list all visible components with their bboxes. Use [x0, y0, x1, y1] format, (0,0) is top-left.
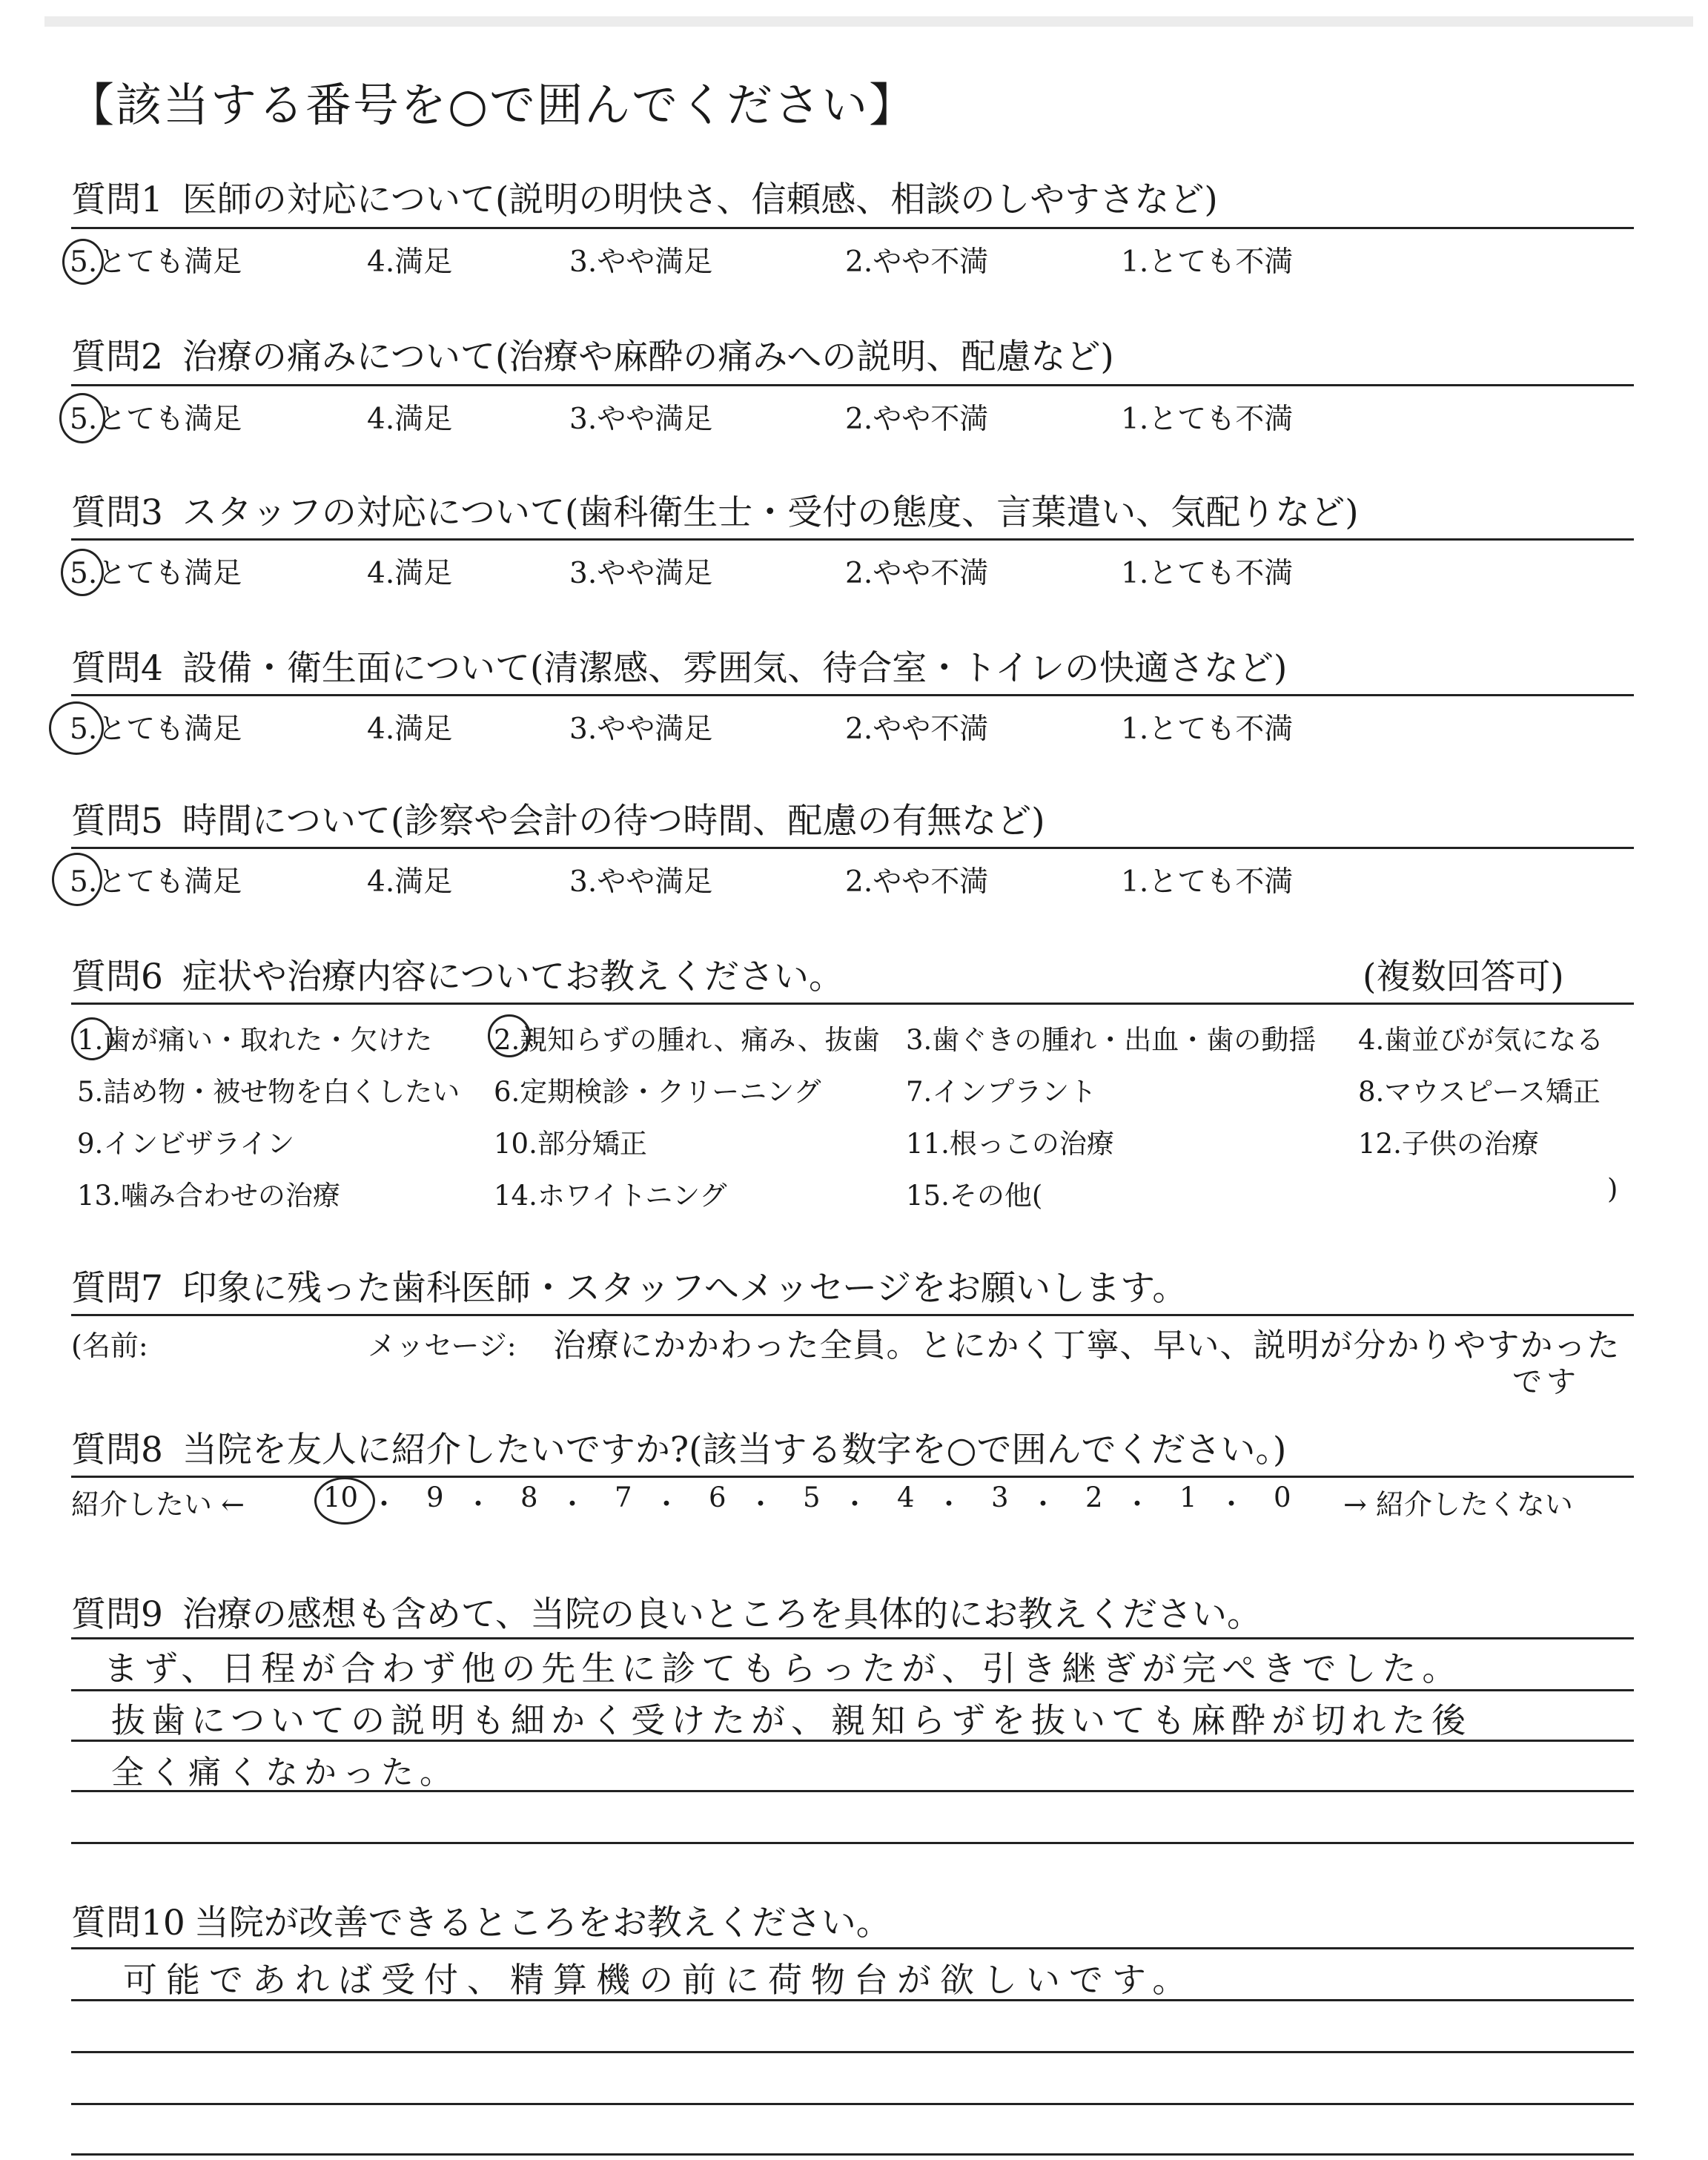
scale-number-6[interactable]: 6	[709, 1482, 726, 1513]
option-5[interactable]: 5.とても満足	[70, 245, 242, 279]
question-number: 質問5	[71, 801, 163, 842]
scale-separator: ・	[935, 1488, 963, 1520]
question-text: 設備・衛生面について(清潔感、雰囲気、待合室・トイレの快適さなど)	[182, 648, 1288, 689]
question-6-heading	[71, 949, 844, 999]
symptom-option[interactable]: 4.歯並びが気になる	[1358, 1024, 1604, 1056]
handwritten-answer-line: 抜歯についての説明も細かく受けたが、親知らずを抜いても麻酔が切れた後	[111, 1700, 1472, 1740]
option-5[interactable]: 5.とても満足	[70, 557, 242, 590]
option-2[interactable]: 2.やや不満	[845, 557, 989, 590]
scale-number-7[interactable]: 7	[615, 1482, 632, 1513]
option-4[interactable]: 4.満足	[367, 557, 453, 590]
scale-separator: ・	[1123, 1488, 1151, 1520]
option-4[interactable]: 4.満足	[367, 713, 453, 746]
scale-number-3[interactable]: 3	[991, 1482, 1009, 1513]
question-number: 質問4	[71, 648, 163, 689]
form-title: 【該当する番号を○で囲んでください】	[68, 78, 917, 132]
symptom-option[interactable]: 14.ホワイトニング	[494, 1180, 727, 1212]
handwritten-answer-line: 可能であれば受付、精算機の前に荷物台が欲しいです。	[123, 1960, 1196, 2000]
question-text: 症状や治療内容についてお教えください。	[182, 957, 844, 997]
divider	[71, 538, 1634, 541]
symptom-option[interactable]: 8.マウスピース矯正	[1358, 1076, 1601, 1108]
scale-number-5[interactable]: 5	[803, 1482, 821, 1513]
scale-separator: ・	[1029, 1488, 1057, 1520]
option-2[interactable]: 2.やや不満	[845, 713, 989, 746]
question-10-heading	[71, 1895, 891, 1945]
scale-separator: ・	[652, 1488, 681, 1520]
scale-number-1[interactable]: 1	[1179, 1482, 1197, 1513]
option-3[interactable]: 3.やや満足	[569, 865, 713, 899]
divider	[71, 1476, 1634, 1478]
question-number: 質問8	[71, 1430, 163, 1470]
scale-right-label: → 紹介したくない	[1343, 1488, 1573, 1521]
option-1[interactable]: 1.とても不満	[1121, 245, 1294, 279]
question-text: 時間について(診察や会計の待つ時間、配慮の有無など)	[182, 801, 1045, 842]
question-text: 治療の感想も含めて、当院の良いところを具体的にお教えください。	[182, 1594, 1262, 1635]
question-number: 質問3	[71, 492, 163, 533]
question-text: 当院が改善できるところをお教えください。	[193, 1903, 891, 1943]
option-3[interactable]: 3.やや満足	[569, 713, 713, 746]
option-1[interactable]: 1.とても不満	[1121, 865, 1294, 899]
question-text: 医師の対応について(説明の明快さ、信頼感、相談のしやすさなど)	[182, 179, 1218, 220]
question-1-heading	[71, 172, 1218, 222]
answer-line	[71, 2153, 1634, 2156]
option-1[interactable]: 1.とても不満	[1121, 403, 1294, 436]
option-3[interactable]: 3.やや満足	[569, 245, 713, 279]
symptom-option[interactable]: 5.詰め物・被せ物を白くしたい	[77, 1076, 460, 1108]
answer-line	[71, 2103, 1634, 2105]
symptom-option[interactable]: 7.インプラント	[906, 1076, 1097, 1108]
option-1[interactable]: 1.とても不満	[1121, 557, 1294, 590]
question-2-heading	[71, 329, 1114, 379]
scale-separator: ・	[558, 1488, 586, 1520]
divider	[71, 227, 1634, 229]
option-4[interactable]: 4.満足	[367, 245, 453, 279]
divider	[71, 384, 1634, 386]
option-2[interactable]: 2.やや不満	[845, 403, 989, 436]
option-4[interactable]: 4.満足	[367, 865, 453, 899]
answer-line	[71, 1842, 1634, 1844]
scale-number-0[interactable]: 0	[1274, 1482, 1291, 1513]
question-number: 質問6	[71, 957, 163, 997]
question-4-heading	[71, 641, 1287, 690]
question-number: 質問1	[71, 179, 163, 220]
handwritten-message-cont: です	[1512, 1365, 1580, 1399]
divider	[71, 694, 1634, 696]
divider	[71, 847, 1634, 849]
question-7-heading	[71, 1261, 1187, 1310]
question-number: 質問10	[71, 1903, 185, 1943]
question-text: 印象に残った歯科医師・スタッフへメッセージをお願いします。	[182, 1268, 1188, 1309]
divider	[71, 1314, 1634, 1316]
symptom-option[interactable]: 12.子供の治療	[1358, 1128, 1539, 1160]
option-3[interactable]: 3.やや満足	[569, 557, 713, 590]
option-2[interactable]: 2.やや不満	[845, 865, 989, 899]
question-8-heading	[71, 1422, 1286, 1472]
scan-edge	[44, 16, 1693, 27]
option-4[interactable]: 4.満足	[367, 403, 453, 436]
question-9-heading	[71, 1587, 1262, 1636]
question-number: 質問9	[71, 1594, 163, 1635]
symptom-option-other[interactable]: 15.その他(	[906, 1180, 1043, 1212]
answer-line	[71, 2051, 1634, 2053]
scale-separator: ・	[464, 1488, 492, 1520]
scale-number-4[interactable]: 4	[897, 1482, 915, 1513]
symptom-option[interactable]: 6.定期検診・クリーニング	[494, 1076, 821, 1108]
symptom-option[interactable]: 13.噛み合わせの治療	[77, 1180, 340, 1212]
answer-line	[71, 1947, 1634, 1949]
question-number: 質問7	[71, 1268, 163, 1309]
message-label: メッセージ:	[368, 1330, 517, 1362]
question-5-heading	[71, 793, 1045, 843]
symptom-option[interactable]: 10.部分矯正	[494, 1128, 647, 1160]
option-3[interactable]: 3.やや満足	[569, 403, 713, 436]
other-close-paren: )	[1607, 1173, 1618, 1205]
handwritten-answer-line: まず、日程が合わず他の先生に診てもらったが、引き継ぎが完ぺきでした。	[104, 1648, 1463, 1688]
option-5[interactable]: 5.とても満足	[70, 713, 242, 746]
handwritten-answer-line: 全く痛くなかった。	[111, 1754, 458, 1791]
scale-number-9[interactable]: 9	[426, 1482, 444, 1513]
scale-separator: ・	[370, 1488, 398, 1520]
question-text: 治療の痛みについて(治療や麻酔の痛みへの説明、配慮など)	[182, 337, 1114, 377]
symptom-option[interactable]: 1.歯が痛い・取れた・欠けた	[77, 1024, 433, 1056]
scale-number-10[interactable]: 10	[323, 1482, 359, 1513]
question-text: 当院を友人に紹介したいですか?(該当する数字を○で囲んでください。)	[182, 1430, 1287, 1470]
symptom-option[interactable]: 3.歯ぐきの腫れ・出血・歯の動揺	[906, 1024, 1317, 1056]
scale-separator: ・	[747, 1488, 775, 1520]
answer-line	[71, 1637, 1634, 1639]
handwritten-message: 治療にかかわった全員。とにかく丁寧、早い、説明が分かりやすかった	[553, 1327, 1621, 1364]
scale-number-8[interactable]: 8	[520, 1482, 538, 1513]
option-5[interactable]: 5.とても満足	[70, 403, 242, 436]
multiple-answer-note: (複数回答可)	[1363, 957, 1564, 997]
option-1[interactable]: 1.とても不満	[1121, 713, 1294, 746]
divider	[71, 1003, 1634, 1005]
option-5[interactable]: 5.とても満足	[70, 865, 242, 899]
symptom-option[interactable]: 11.根っこの治療	[906, 1128, 1114, 1160]
scale-separator: ・	[1217, 1488, 1245, 1520]
scale-separator: ・	[841, 1488, 869, 1520]
option-2[interactable]: 2.やや不満	[845, 245, 989, 279]
symptom-option[interactable]: 9.インビザライン	[77, 1128, 295, 1160]
question-3-heading	[71, 485, 1359, 535]
scale-number-2[interactable]: 2	[1085, 1482, 1103, 1513]
question-number: 質問2	[71, 337, 163, 377]
question-text: スタッフの対応について(歯科衛生士・受付の態度、言葉遣い、気配りなど)	[182, 492, 1359, 533]
name-label: (名前:	[71, 1330, 148, 1362]
scale-left-label: 紹介したい ←	[71, 1488, 245, 1521]
symptom-option[interactable]: 2.親知らずの腫れ、痛み、抜歯	[494, 1024, 880, 1056]
